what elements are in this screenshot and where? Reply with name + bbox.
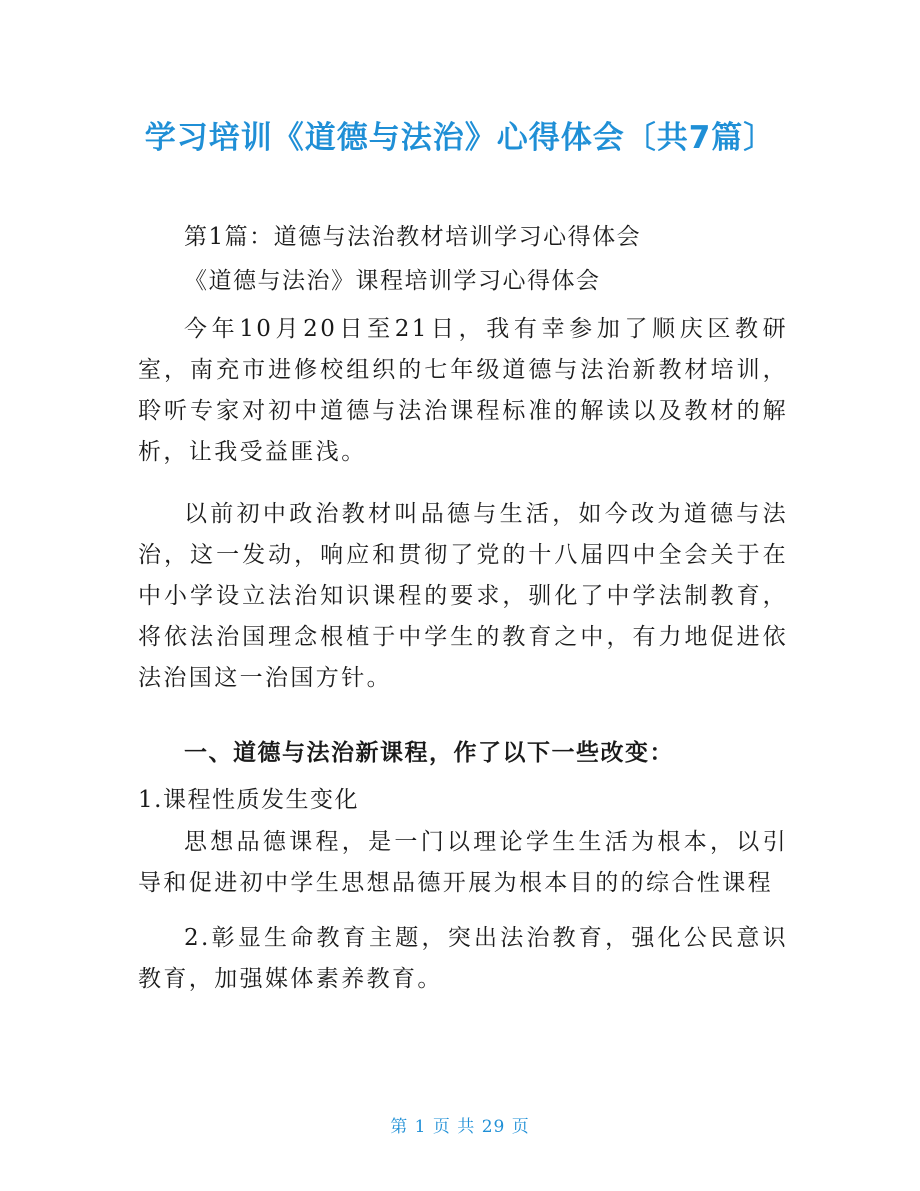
paragraph-background: 以前初中政治教材叫品德与生活，如今改为道德与法治，这一发动，响应和贯彻了党的十八届四中全会关于在中小学设立法治知识课程的要求，驯化了中学法制教育，将依法治国理念根植于中学生的教育之中，有力地促进依法治国这一治国方针。 [138,501,788,691]
section-heading: 第1篇：道德与法治教材培训学习心得体会 [184,224,642,250]
section-subtitle: 《道德与法治》课程培训学习心得体会 [184,268,601,294]
paragraph-intro: 今年10月20日至21日，我有幸参加了顺庆区教研室，南充市进修校组织的七年级道德与法治新教材培训，聆听专家对初中道德与法治课程标准的解读以及教材的解析，让我受益匪浅。 [138,316,788,465]
page-number: 第 1 页 共 29 页 [390,1117,530,1137]
item-1-body: 思想品德课程，是一门以理论学生生活为根本，以引导和促进初中学生思想品德开展为根本目的的综合性课程 [138,829,788,896]
changes-heading: 一、道德与法治新课程，作了以下一些改变： [184,740,674,766]
item-1-title: 1.课程性质发生变化 [138,787,359,813]
document-title: 学习培训《道德与法治》心得体会〔共7篇〕 [144,120,776,156]
item-2-body: 2.彰显生命教育主题，突出法治教育，强化公民意识教育，加强媒体素养教育。 [138,925,788,992]
